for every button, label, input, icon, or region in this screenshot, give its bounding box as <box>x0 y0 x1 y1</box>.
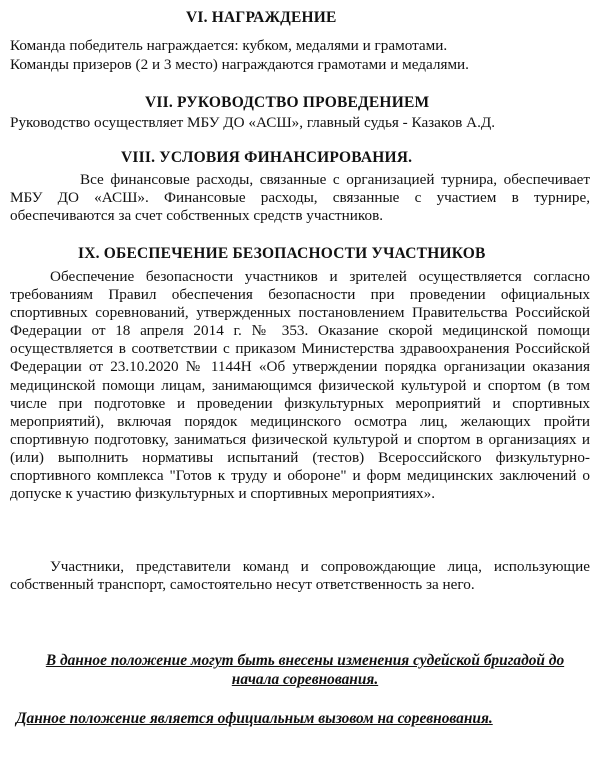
section-9-title: IX. ОБЕСПЕЧЕНИЕ БЕЗОПАСНОСТИ УЧАСТНИКОВ <box>78 245 486 262</box>
section-6-line-2: Команды призеров (2 и 3 место) награждаются грамотами и медалями. <box>10 56 469 73</box>
section-7-title: VII. РУКОВОДСТВО ПРОВЕДЕНИЕМ <box>145 94 430 111</box>
section-7-text: Руководство осуществляет МБУ ДО «АСШ», главный судья - Казаков А.Д. <box>10 114 496 131</box>
section-8-text: Все финансовые расходы, связанные с организацией турнира, обеспечивает МБУ ДО «АСШ». Финансовые расходы, связанные с участием в турнире, обеспечиваются за счет собственных средств участников. <box>10 171 590 225</box>
section-9-paragraph-1: Обеспечение безопасности участников и зрителей осуществляется согласно требованиям Правил обеспечения безопасности при проведении официальных спортивных соревнований, утвержденных постановлением Правительства Российской Федерации от 18 апреля 2014 г. № 353. Оказание скорой медицинской помощи осуществляется в соответствии с приказом Министерства здравоохранения Российской Федерации от 23.10.2020 № 1144Н «Об утверждении порядка организации оказания медицинской помощи лицам, занимающимся физической культурой и спортом (в том числе при подготовке и проведении физкультурных мероприятий и спортивных мероприятий), включая порядок медицинского осмотра лиц, желающих пройти спортивную подготовку, заниматься физической культурой и спортом в организациях и (или) выполнить нормативы испытаний (тестов) Всероссийского физкультурно-спортивного комплекса "Готов к труду и обороне" и форм медицинских заключений о допуске к участию физкультурных и спортивных мероприятиях». <box>10 268 590 503</box>
section-8-title: VIII. УСЛОВИЯ ФИНАНСИРОВАНИЯ. <box>121 149 413 166</box>
section-9-paragraph-2: Участники, представители команд и сопровождающие лица, использующие собственный транспорт, самостоятельно несут ответственность за него. <box>10 558 590 594</box>
changes-notice: В данное положение могут быть внесены изменения судейской бригадой до начала соревнования. <box>45 652 565 688</box>
official-call-notice: Данное положение является официальным вызовом на соревнования. <box>16 710 493 727</box>
section-6-line-1: Команда победитель награждается: кубком, медалями и грамотами. <box>10 37 448 54</box>
section-6-title: VI. НАГРАЖДЕНИЕ <box>186 9 337 26</box>
